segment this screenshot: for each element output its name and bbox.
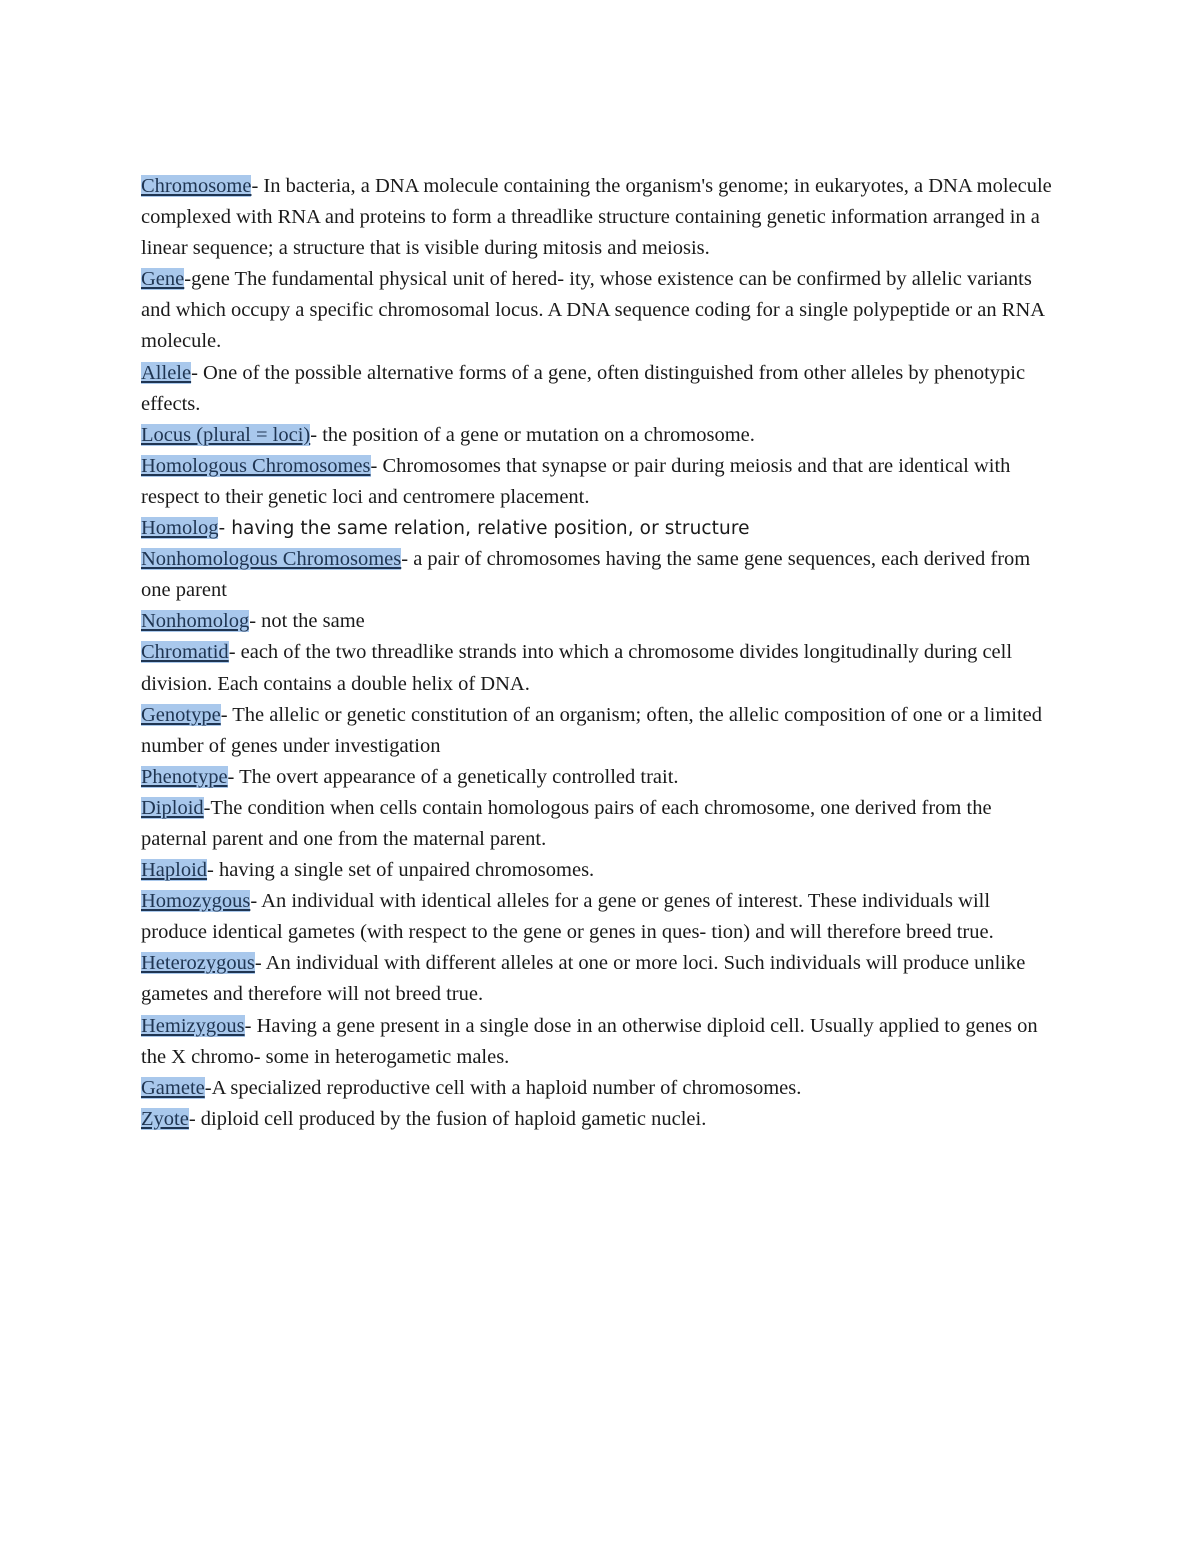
term-hemizygous: Hemizygous bbox=[141, 1014, 245, 1037]
glossary-entry-hemizygous bbox=[141, 1011, 1061, 1073]
glossary-entry-homozygous bbox=[141, 886, 1061, 948]
term-phenotype: Phenotype bbox=[141, 765, 228, 788]
term-chromatid: Chromatid bbox=[141, 641, 229, 664]
definition-allele: - One of the possible alternative forms of a gene, often distinguished from other alleles by phenotypic effects. bbox=[141, 361, 1026, 415]
glossary-entry-diploid bbox=[141, 793, 1061, 855]
glossary-entry-haploid bbox=[141, 855, 1061, 886]
glossary-entry-genotype bbox=[141, 700, 1061, 762]
definition-homologous-chromosomes: - Chromosomes that synapse or pair during meiosis and that are identical with respect to their genetic loci and centromere placement. bbox=[141, 454, 1011, 508]
definition-nonhomologous-chromosomes: - a pair of chromosomes having the same gene sequences, each derived from one parent bbox=[141, 548, 1031, 602]
glossary-entry-chromosome bbox=[141, 171, 1061, 264]
term-diploid: Diploid bbox=[141, 796, 204, 819]
term-chromosome: Chromosome bbox=[141, 175, 252, 197]
term-homozygous: Homozygous bbox=[141, 890, 251, 913]
glossary-entry-gamete bbox=[141, 1073, 1061, 1104]
term-heterozygous: Heterozygous bbox=[141, 952, 255, 975]
definition-heterozygous: - An individual with different alleles at one or more loci. Such individuals will produce unlike gametes and therefore will not breed true. bbox=[141, 952, 1026, 1006]
term-gene: Gene bbox=[141, 268, 185, 291]
term-gamete: Gamete bbox=[141, 1076, 205, 1099]
definition-nonhomolog: - not the same bbox=[249, 610, 365, 633]
glossary-entry-gene bbox=[141, 264, 1061, 357]
term-homolog: Homolog bbox=[141, 517, 219, 540]
definition-gamete: -A specialized reproductive cell with a haploid number of chromosomes. bbox=[204, 1076, 802, 1099]
definition-homolog: - having the same relation, relative position, or structure bbox=[218, 518, 750, 540]
glossary-entry-chromatid bbox=[141, 637, 1061, 699]
definition-diploid: -The condition when cells contain homologous pairs of each chromosome, one derived from the paternal parent and one from the maternal parent. bbox=[141, 796, 992, 850]
definition-zyote: - diploid cell produced by the fusion of haploid gametic nuclei. bbox=[188, 1107, 707, 1130]
definition-homozygous: - An individual with identical alleles for a gene or genes of interest. These individuals will produce identical gametes (with respect to the gene or genes in ques- tion) and will therefore breed true. bbox=[141, 890, 994, 944]
definition-locus: - the position of a gene or mutation on a chromosome. bbox=[310, 423, 755, 446]
glossary-entry-heterozygous bbox=[141, 948, 1061, 1010]
definition-haploid: - having a single set of unpaired chromosomes. bbox=[207, 859, 595, 882]
glossary-entry-nonhomologous-chromosomes bbox=[141, 544, 1061, 606]
definition-chromosome: - In bacteria, a DNA molecule containing the organism's genome; in eukaryotes, a DNA molecule complexed with RNA and proteins to form a threadlike structure containing genetic information arranged in a linear sequence; a structure that is visible during mitosis and meiosis. bbox=[141, 175, 1052, 260]
glossary-entry-nonhomolog bbox=[141, 606, 1061, 637]
glossary bbox=[141, 171, 1061, 1135]
definition-genotype: - The allelic or genetic constitution of an organism; often, the allelic composition of one or a limited number of genes under investigation bbox=[141, 703, 1043, 757]
term-zyote: Zyote bbox=[141, 1107, 189, 1130]
glossary-entry-phenotype bbox=[141, 762, 1061, 793]
term-allele: Allele bbox=[141, 361, 192, 384]
term-haploid: Haploid bbox=[141, 859, 208, 882]
term-genotype: Genotype bbox=[141, 703, 221, 726]
term-nonhomolog: Nonhomolog bbox=[141, 610, 250, 633]
definition-gene: -gene The fundamental physical unit of hered- ity, whose existence can be confirmed by allelic variants and which occupy a specific chromosomal locus. A DNA sequence coding for a single polypeptide or an RNA molecule. bbox=[141, 268, 1044, 353]
definition-phenotype: - The overt appearance of a genetically controlled trait. bbox=[227, 765, 679, 788]
glossary-entry-allele bbox=[141, 358, 1061, 420]
glossary-entry-zyote bbox=[141, 1104, 1061, 1135]
term-nonhomologous-chromosomes: Nonhomologous Chromosomes bbox=[141, 548, 402, 571]
term-homologous-chromosomes: Homologous Chromosomes bbox=[141, 454, 371, 477]
glossary-entry-locus bbox=[141, 420, 1061, 451]
glossary-entry-homologous-chromosomes bbox=[141, 451, 1061, 513]
definition-hemizygous: - Having a gene present in a single dose in an otherwise diploid cell. Usually applied to genes on the X chromo- some in heterogametic males. bbox=[141, 1014, 1038, 1068]
definition-chromatid: - each of the two threadlike strands into which a chromosome divides longitudinally during cell division. Each contains a double helix of DNA. bbox=[141, 641, 1013, 695]
term-locus: Locus (plural = loci) bbox=[141, 423, 311, 446]
glossary-entry-homolog bbox=[141, 513, 1061, 544]
